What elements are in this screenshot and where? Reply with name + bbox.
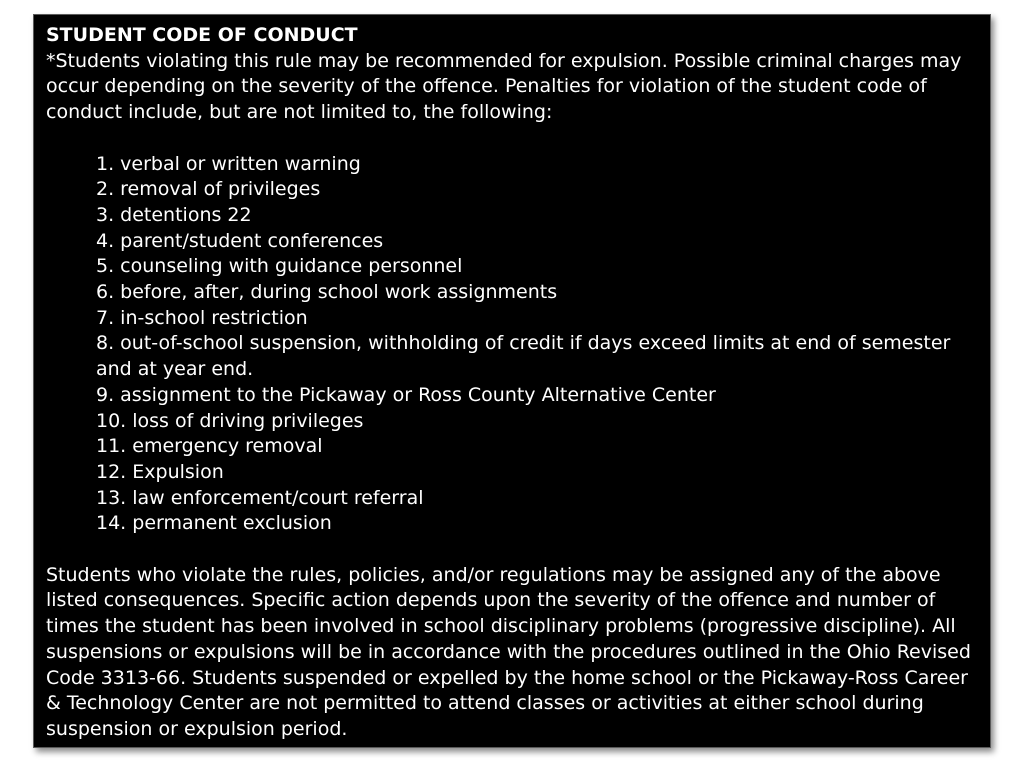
list-item: 14. permanent exclusion [96,512,332,535]
list-item: 1. verbal or written warning [96,152,361,175]
list-item: 2. removal of privileges [96,178,321,201]
list-item: 8. out-of-school suspension, withholding of credit if days exceed limits at end of semester and at year end. [96,332,951,381]
intro-paragraph: *Students violating this rule may be recommended for expulsion. Possible criminal charges may occur depending on the severity of the offence. Penalties for violation of the student code of conduct include, but are not limited to, the following: [46,49,962,124]
closing-paragraph: Students who violate the rules, policies, and/or regulations may be assigned any of the above listed consequences. Specific action depends upon the severity of the offence and number of times the student has been involved in school disciplinary problems (progressive discipline). All suspensions or expulsions will be in accordance with the procedures outlined in the Ohio Revised Code 3313-66. Students suspended or expelled by the home school or the Pickaway-Ross Career & Technology Center are not permitted to attend classes or activities at either school during suspension or expulsion period. [46,563,971,740]
content-box [33,14,991,748]
spacer [46,537,978,563]
list-item: 6. before, after, during school work assignments [96,281,558,304]
list-item: 4. parent/student conferences [96,229,384,252]
list-item: 13. law enforcement/court referral [96,486,424,509]
penalties-list [46,152,978,538]
list-item: 9. assignment to the Pickaway or Ross County Alternative Center [96,383,716,406]
list-item: 3. detentions 22 [96,203,252,226]
spacer [46,126,978,152]
list-item: 10. loss of driving privileges [96,409,364,432]
list-item: 5. counseling with guidance personnel [96,255,463,278]
list-item: 7. in-school restriction [96,306,308,329]
list-item: 11. emergency removal [96,435,323,458]
document-title: STUDENT CODE OF CONDUCT [46,24,358,46]
list-item: 12. Expulsion [96,460,224,483]
